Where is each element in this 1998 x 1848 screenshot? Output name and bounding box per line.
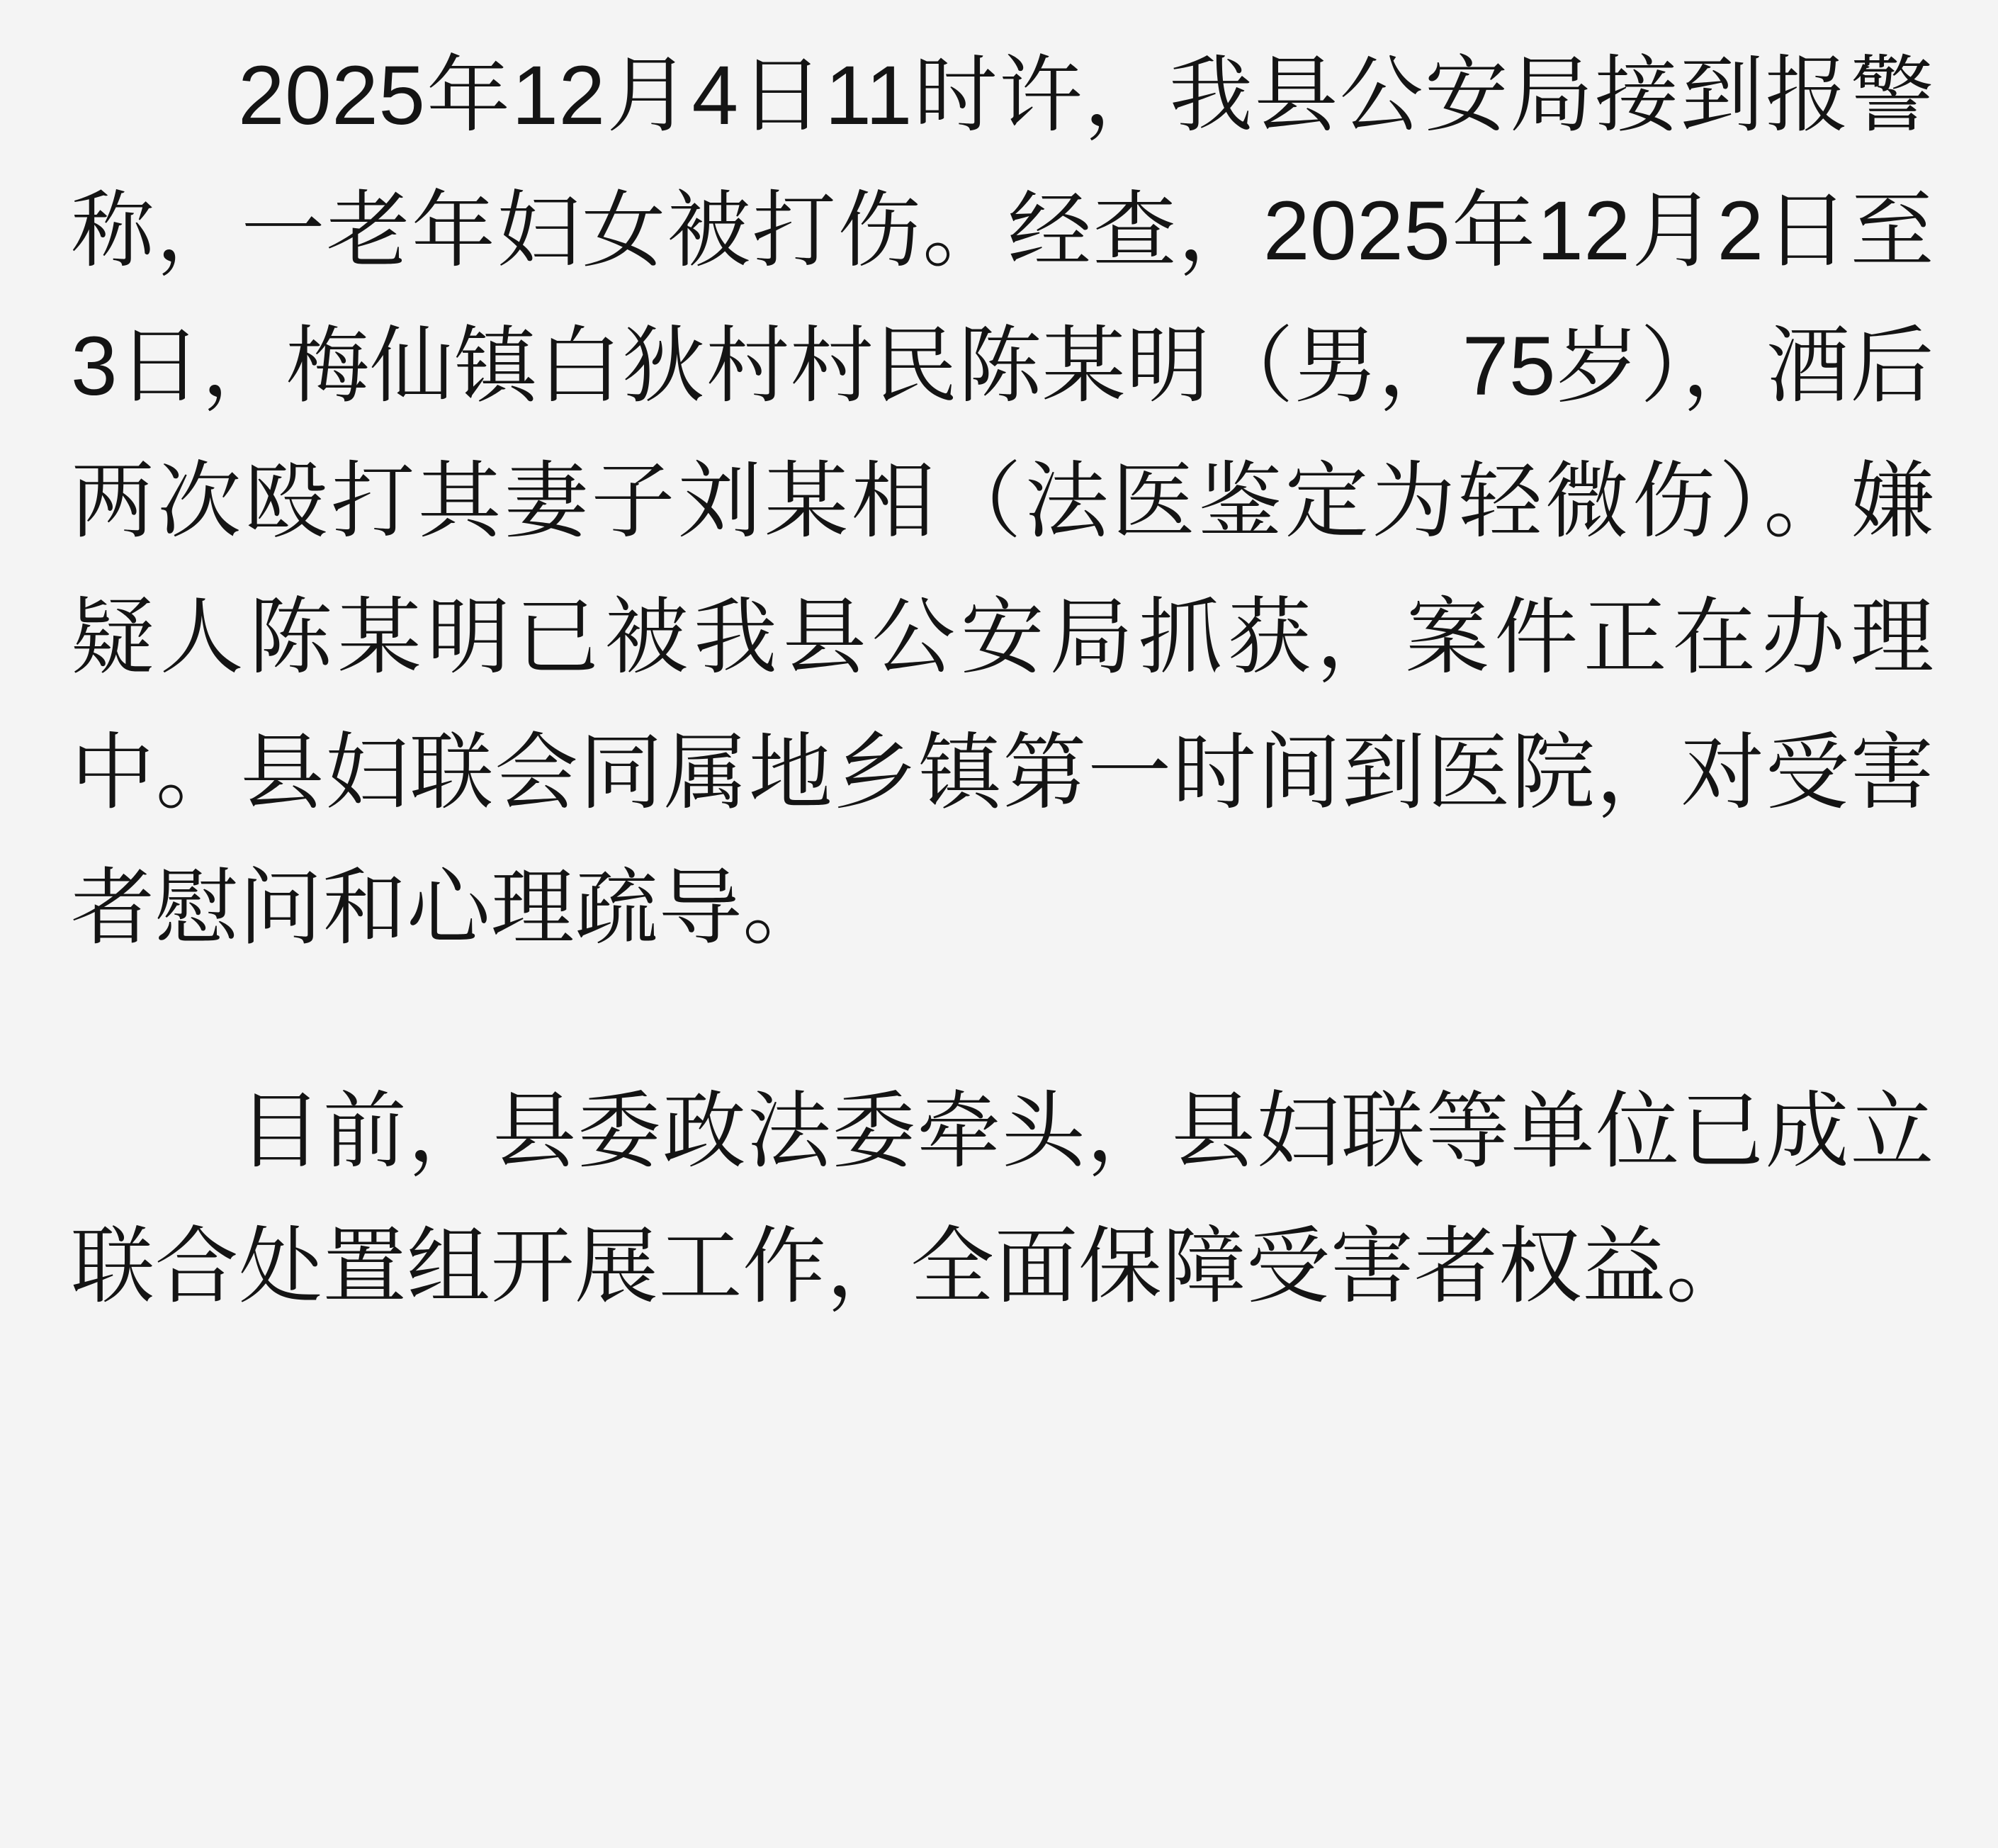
paragraph-incident-report: 2025年12月4日11时许，我县公安局接到报警称，一老年妇女被打伤。经查，2025年12月2日至3日，梅仙镇白狄村村民陈某明（男，75岁），酒后两次殴打其妻子刘某相（法医鉴定为轻微伤）。嫌疑人陈某明已被我县公安局抓获，案件正在办理中。县妇联会同属地乡镇第一时间到医院，对受害者慰问和心理疏导。	[71, 49, 1934, 955]
paragraph-current-status: 目前，县委政法委牵头，县妇联等单位已成立联合处置组开展工作，全面保障受害者权益。	[71, 1085, 1934, 1314]
document-body	[71, 28, 1934, 1335]
